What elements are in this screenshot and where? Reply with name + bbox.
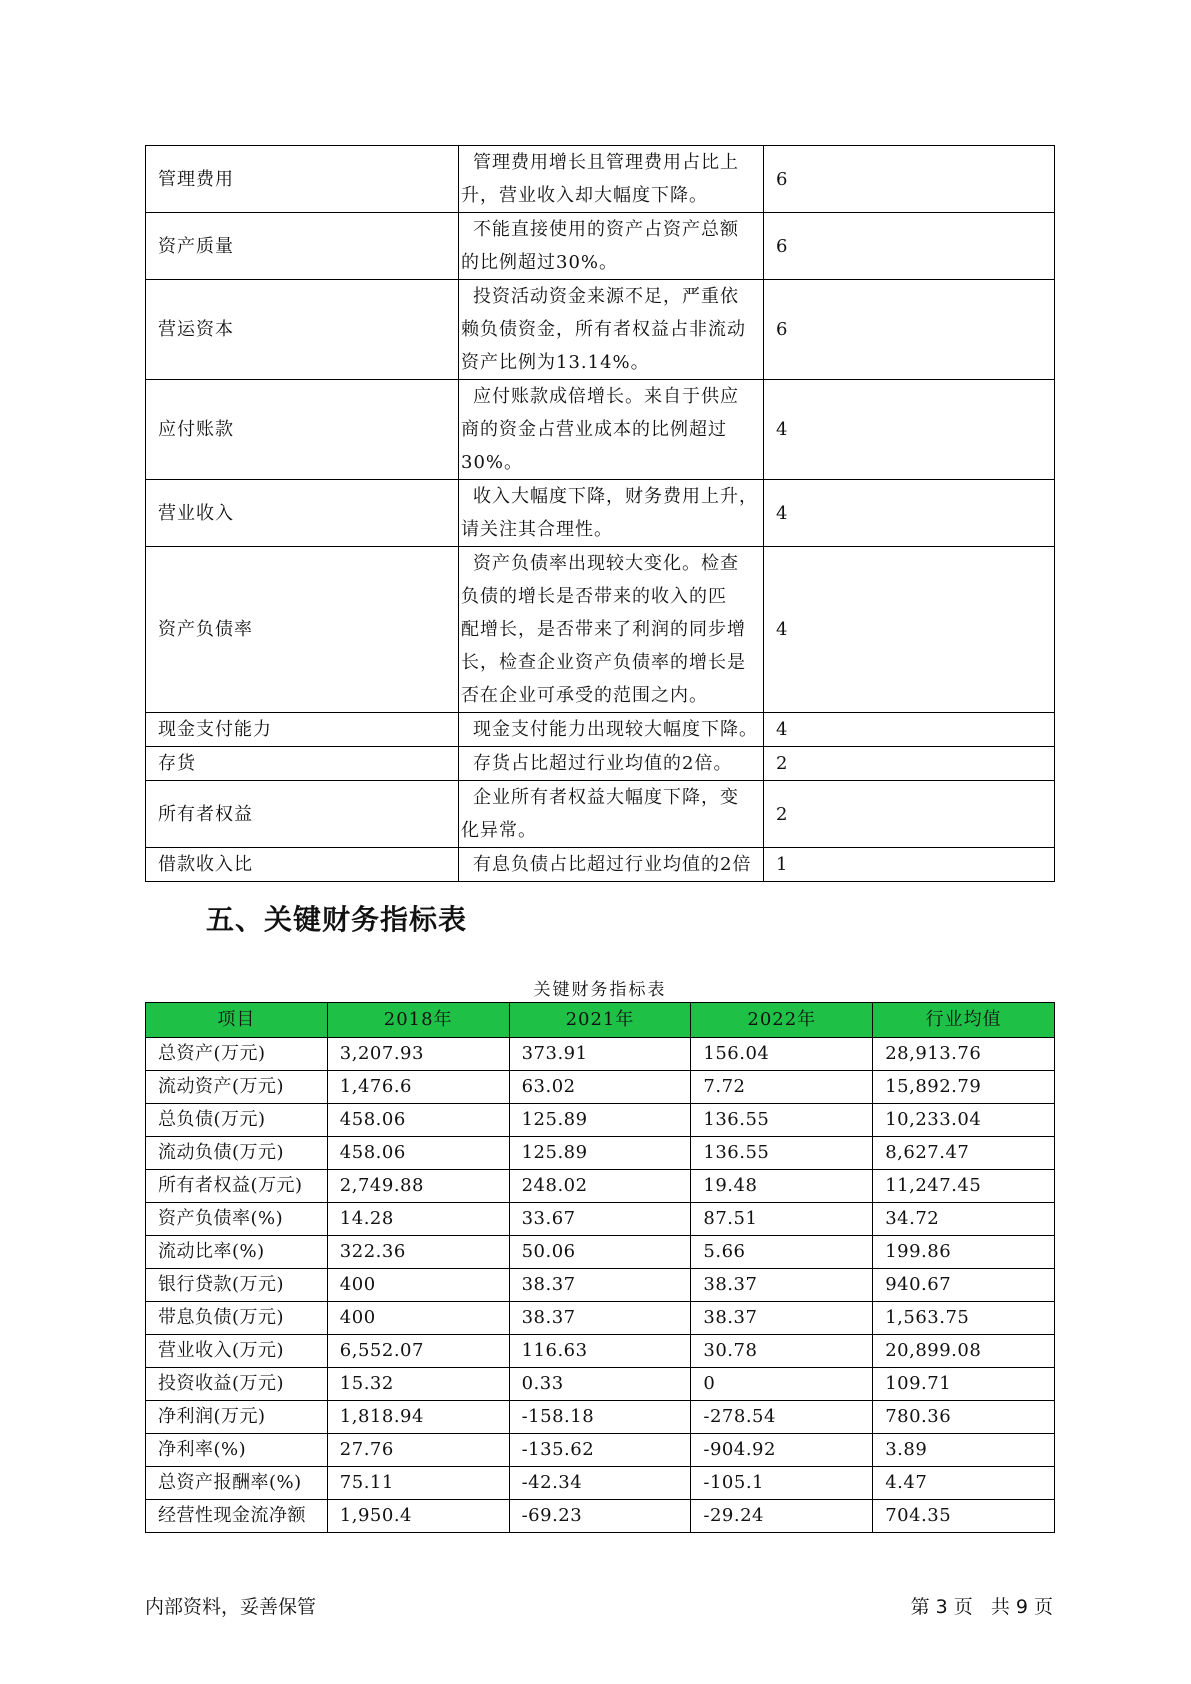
risk-description-line: 不能直接使用的资产占资产总额	[473, 219, 739, 240]
row-label: 流动资产(万元)	[146, 1071, 328, 1104]
page-total: 9	[1015, 1596, 1028, 1618]
value-2022: 7.72	[691, 1071, 873, 1104]
risk-table-body	[146, 146, 1055, 882]
risk-indicator-table	[145, 145, 1055, 882]
risk-description-line: 收入大幅度下降，财务费用上升，	[473, 486, 758, 507]
value-2021: 116.63	[509, 1335, 691, 1368]
risk-description-line: 投资活动资金来源不足，严重依	[473, 286, 739, 307]
table-row	[146, 1269, 1055, 1302]
value-2021: 373.91	[509, 1038, 691, 1071]
value-2022: 156.04	[691, 1038, 873, 1071]
table-row	[146, 1335, 1055, 1368]
value-2018: 3,207.93	[327, 1038, 509, 1071]
fin-table-body	[146, 1038, 1055, 1533]
value-2018: 400	[327, 1269, 509, 1302]
table-row	[146, 1434, 1055, 1467]
row-label: 带息负债(万元)	[146, 1302, 328, 1335]
risk-score: 4	[764, 480, 1055, 547]
risk-description	[459, 480, 764, 547]
value-2022: 38.37	[691, 1302, 873, 1335]
value-industry-avg: 780.36	[873, 1401, 1055, 1434]
value-2021: 0.33	[509, 1368, 691, 1401]
risk-description	[459, 146, 764, 213]
value-2022: 38.37	[691, 1269, 873, 1302]
risk-row	[146, 547, 1055, 713]
value-2021: -69.23	[509, 1500, 691, 1533]
value-2018: 458.06	[327, 1104, 509, 1137]
risk-description-line: 长，检查企业资产负债率的增长是	[461, 652, 746, 673]
risk-item: 应付账款	[146, 380, 459, 480]
risk-description-line: 存货占比超过行业均值的2倍。	[473, 753, 733, 774]
value-2021: -158.18	[509, 1401, 691, 1434]
value-2021: 248.02	[509, 1170, 691, 1203]
risk-description	[459, 280, 764, 380]
risk-description	[459, 547, 764, 713]
risk-row	[146, 781, 1055, 848]
value-industry-avg: 10,233.04	[873, 1104, 1055, 1137]
risk-description	[459, 213, 764, 280]
risk-description-line: 应付账款成倍增长。来自于供应	[473, 386, 739, 407]
risk-description-line: 配增长，是否带来了利润的同步增	[461, 619, 746, 640]
table-row	[146, 1401, 1055, 1434]
risk-description-line: 升，营业收入却大幅度下降。	[461, 185, 708, 206]
risk-description-line: 有息负债占比超过行业均值的2倍	[473, 854, 752, 875]
row-label: 银行贷款(万元)	[146, 1269, 328, 1302]
value-2022: 87.51	[691, 1203, 873, 1236]
value-2018: 1,476.6	[327, 1071, 509, 1104]
risk-row	[146, 848, 1055, 882]
value-2021: 38.37	[509, 1269, 691, 1302]
risk-score: 4	[764, 713, 1055, 747]
row-label: 净利润(万元)	[146, 1401, 328, 1434]
section-title: 五、关键财务指标表	[206, 903, 468, 936]
value-industry-avg: 8,627.47	[873, 1137, 1055, 1170]
row-label: 流动负债(万元)	[146, 1137, 328, 1170]
value-2022: -278.54	[691, 1401, 873, 1434]
row-label: 所有者权益(万元)	[146, 1170, 328, 1203]
risk-row	[146, 280, 1055, 380]
risk-description	[459, 781, 764, 848]
value-2021: 125.89	[509, 1104, 691, 1137]
value-2021: -42.34	[509, 1467, 691, 1500]
header-item: 项目	[146, 1003, 328, 1038]
table-row	[146, 1467, 1055, 1500]
page-current: 3	[935, 1596, 948, 1618]
header-industry-avg: 行业均值	[873, 1003, 1055, 1038]
risk-item: 所有者权益	[146, 781, 459, 848]
risk-row	[146, 213, 1055, 280]
risk-description-line: 资产负债率出现较大变化。检查	[473, 553, 739, 574]
row-label: 净利率(%)	[146, 1434, 328, 1467]
value-2021: 50.06	[509, 1236, 691, 1269]
table-row	[146, 1236, 1055, 1269]
risk-score: 2	[764, 781, 1055, 848]
risk-description-line: 负债的增长是否带来的收入的匹	[461, 586, 727, 607]
risk-description-line: 30%。	[461, 452, 524, 473]
value-2018: 2,749.88	[327, 1170, 509, 1203]
risk-score: 2	[764, 747, 1055, 781]
risk-description-line: 管理费用增长且管理费用占比上	[473, 152, 739, 173]
risk-row	[146, 480, 1055, 547]
value-2018: 14.28	[327, 1203, 509, 1236]
risk-row	[146, 380, 1055, 480]
risk-description	[459, 380, 764, 480]
row-label: 流动比率(%)	[146, 1236, 328, 1269]
risk-description	[459, 848, 764, 882]
page-prefix: 第	[910, 1596, 930, 1618]
value-2021: -135.62	[509, 1434, 691, 1467]
header-2022: 2022年	[691, 1003, 873, 1038]
value-2021: 38.37	[509, 1302, 691, 1335]
risk-item: 现金支付能力	[146, 713, 459, 747]
page-mid: 页 共	[953, 1596, 1010, 1618]
header-2018: 2018年	[327, 1003, 509, 1038]
value-2018: 1,950.4	[327, 1500, 509, 1533]
row-label: 营业收入(万元)	[146, 1335, 328, 1368]
risk-score: 6	[764, 146, 1055, 213]
table-header-row	[146, 1003, 1055, 1038]
value-2022: 0	[691, 1368, 873, 1401]
header-2021: 2021年	[509, 1003, 691, 1038]
value-2022: -904.92	[691, 1434, 873, 1467]
footer-confidential-note: 内部资料，妥善保管	[145, 1596, 317, 1618]
value-2018: 400	[327, 1302, 509, 1335]
value-2022: 30.78	[691, 1335, 873, 1368]
row-label: 资产负债率(%)	[146, 1203, 328, 1236]
value-2018: 6,552.07	[327, 1335, 509, 1368]
table-row	[146, 1071, 1055, 1104]
risk-description	[459, 747, 764, 781]
risk-score: 6	[764, 213, 1055, 280]
value-2022: 5.66	[691, 1236, 873, 1269]
value-2022: -29.24	[691, 1500, 873, 1533]
risk-score: 4	[764, 380, 1055, 480]
value-2018: 458.06	[327, 1137, 509, 1170]
risk-item: 借款收入比	[146, 848, 459, 882]
value-2018: 322.36	[327, 1236, 509, 1269]
risk-description-line: 资产比例为13.14%。	[461, 352, 650, 373]
risk-row	[146, 747, 1055, 781]
table-row	[146, 1038, 1055, 1071]
value-industry-avg: 199.86	[873, 1236, 1055, 1269]
value-2021: 63.02	[509, 1071, 691, 1104]
footer-page-number	[908, 1592, 1056, 1619]
risk-row	[146, 146, 1055, 213]
value-industry-avg: 28,913.76	[873, 1038, 1055, 1071]
key-financial-indicators-table	[145, 1002, 1055, 1533]
value-2018: 27.76	[327, 1434, 509, 1467]
risk-score: 6	[764, 280, 1055, 380]
table-row	[146, 1368, 1055, 1401]
risk-item: 管理费用	[146, 146, 459, 213]
value-2018: 1,818.94	[327, 1401, 509, 1434]
table-row	[146, 1137, 1055, 1170]
risk-row	[146, 713, 1055, 747]
risk-item: 资产负债率	[146, 547, 459, 713]
value-industry-avg: 940.67	[873, 1269, 1055, 1302]
value-2022: -105.1	[691, 1467, 873, 1500]
value-industry-avg: 11,247.45	[873, 1170, 1055, 1203]
risk-description-line: 化异常。	[461, 820, 537, 841]
risk-description-line: 赖负债资金，所有者权益占非流动	[461, 319, 746, 340]
value-industry-avg: 34.72	[873, 1203, 1055, 1236]
row-label: 经营性现金流净额	[146, 1500, 328, 1533]
risk-description-line: 现金支付能力出现较大幅度下降。	[473, 719, 758, 740]
value-industry-avg: 3.89	[873, 1434, 1055, 1467]
row-label: 总资产报酬率(%)	[146, 1467, 328, 1500]
table-row	[146, 1203, 1055, 1236]
table-row	[146, 1104, 1055, 1137]
table-row	[146, 1170, 1055, 1203]
risk-item: 资产质量	[146, 213, 459, 280]
risk-description-line: 企业所有者权益大幅度下降，变	[473, 787, 739, 808]
value-2018: 75.11	[327, 1467, 509, 1500]
risk-score: 1	[764, 848, 1055, 882]
value-industry-avg: 15,892.79	[873, 1071, 1055, 1104]
value-industry-avg: 109.71	[873, 1368, 1055, 1401]
value-2021: 33.67	[509, 1203, 691, 1236]
value-2022: 136.55	[691, 1137, 873, 1170]
risk-score: 4	[764, 547, 1055, 713]
value-2021: 125.89	[509, 1137, 691, 1170]
value-industry-avg: 4.47	[873, 1467, 1055, 1500]
risk-description-line: 的比例超过30%。	[461, 252, 619, 273]
value-2018: 15.32	[327, 1368, 509, 1401]
table-row	[146, 1302, 1055, 1335]
risk-item: 营运资本	[146, 280, 459, 380]
table-caption: 关键财务指标表	[533, 980, 667, 1000]
row-label: 总负债(万元)	[146, 1104, 328, 1137]
risk-description-line: 商的资金占营业成本的比例超过	[461, 419, 727, 440]
risk-item: 存货	[146, 747, 459, 781]
risk-description-line: 请关注其合理性。	[461, 519, 613, 540]
value-industry-avg: 1,563.75	[873, 1302, 1055, 1335]
value-2022: 136.55	[691, 1104, 873, 1137]
risk-description-line: 否在企业可承受的范围之内。	[461, 685, 708, 706]
table-row	[146, 1500, 1055, 1533]
row-label: 总资产(万元)	[146, 1038, 328, 1071]
risk-description	[459, 713, 764, 747]
value-2022: 19.48	[691, 1170, 873, 1203]
value-industry-avg: 20,899.08	[873, 1335, 1055, 1368]
page-suffix: 页	[1033, 1596, 1053, 1618]
row-label: 投资收益(万元)	[146, 1368, 328, 1401]
risk-item: 营业收入	[146, 480, 459, 547]
value-industry-avg: 704.35	[873, 1500, 1055, 1533]
